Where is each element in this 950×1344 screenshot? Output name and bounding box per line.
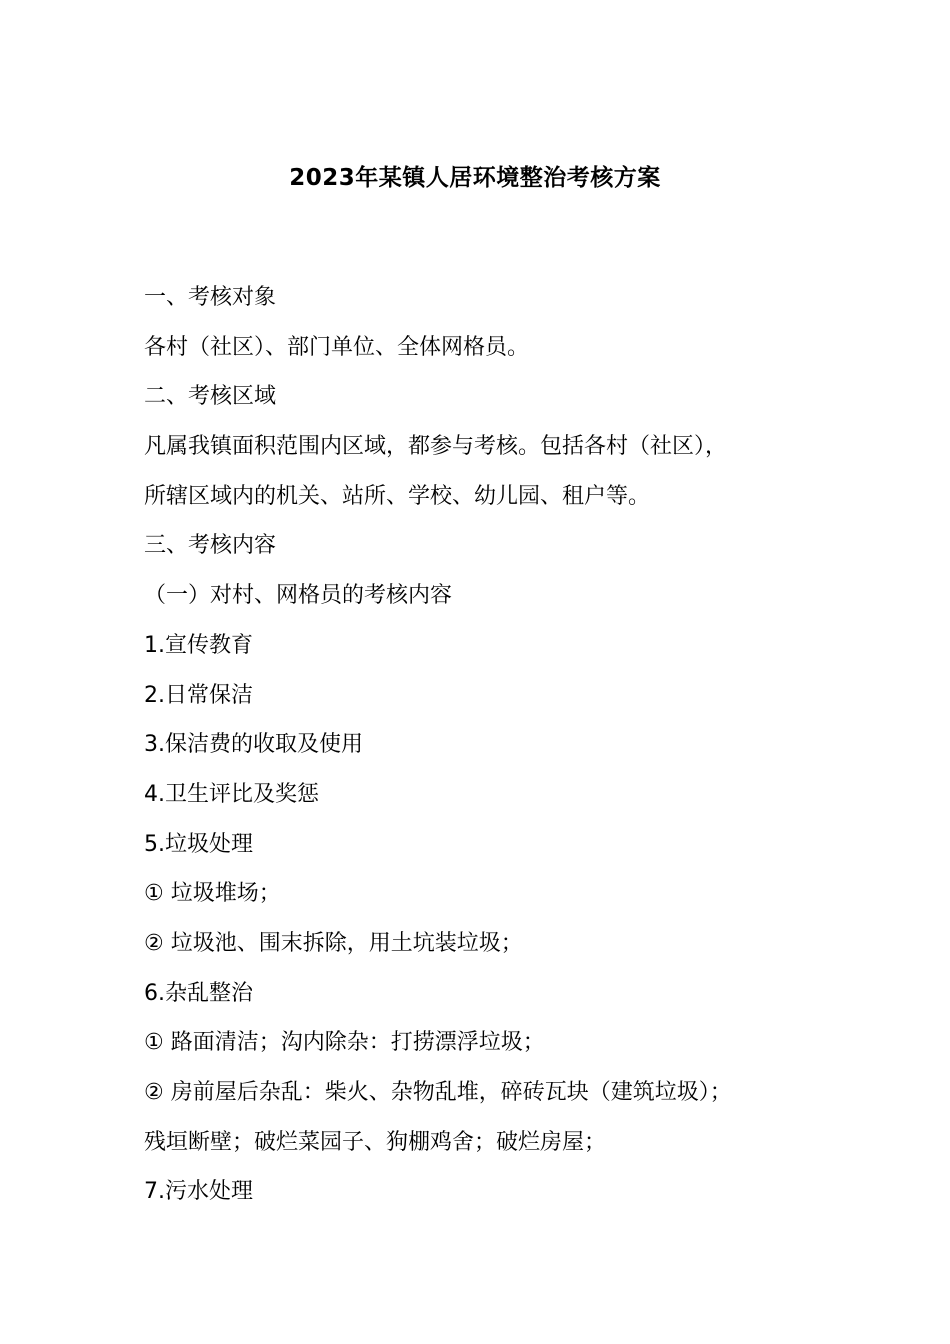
list-item: 6.杂乱整治 <box>144 980 253 1006</box>
paragraph-assessment-target: 各村（社区）、部门单位、全体网格员。 <box>144 334 530 360</box>
sub-list-item: ① 路面清洁；沟内除杂：打捞漂浮垃圾； <box>144 1030 545 1056</box>
list-item: 7.污水处理 <box>144 1179 253 1205</box>
subheading-village-content: （一）对村、网格员的考核内容 <box>144 583 453 609</box>
paragraph-assessment-area-continued: 所辖区域内的机关、站所、学校、幼儿园、租户等。 <box>144 483 651 509</box>
sub-list-item: ① 垃圾堆场； <box>144 881 281 907</box>
list-item: 4.卫生评比及奖惩 <box>144 781 319 807</box>
paragraph-assessment-area: 凡属我镇面积范围内区域，都参与考核。包括各村（社区）， <box>144 434 728 460</box>
document-body <box>144 278 824 1222</box>
list-item: 5.垃圾处理 <box>144 831 253 857</box>
heading-assessment-area: 二、考核区域 <box>144 384 277 410</box>
sub-list-item-continued: 残垣断壁；破烂菜园子、狗棚鸡舍；破烂房屋； <box>144 1129 607 1155</box>
heading-assessment-target: 一、考核对象 <box>144 285 277 310</box>
heading-assessment-content: 三、考核内容 <box>144 533 277 559</box>
sub-list-item: ② 房前屋后杂乱：柴火、杂物乱堆，碎砖瓦块（建筑垃圾）； <box>144 1080 732 1105</box>
document-title: 2023年某镇人居环境整治考核方案 <box>289 165 661 191</box>
sub-list-item: ② 垃圾池、围末拆除，用土坑装垃圾； <box>144 930 523 956</box>
list-item: 1.宣传教育 <box>144 632 253 658</box>
list-item: 3.保洁费的收取及使用 <box>144 732 363 758</box>
list-item: 2.日常保洁 <box>144 682 253 708</box>
